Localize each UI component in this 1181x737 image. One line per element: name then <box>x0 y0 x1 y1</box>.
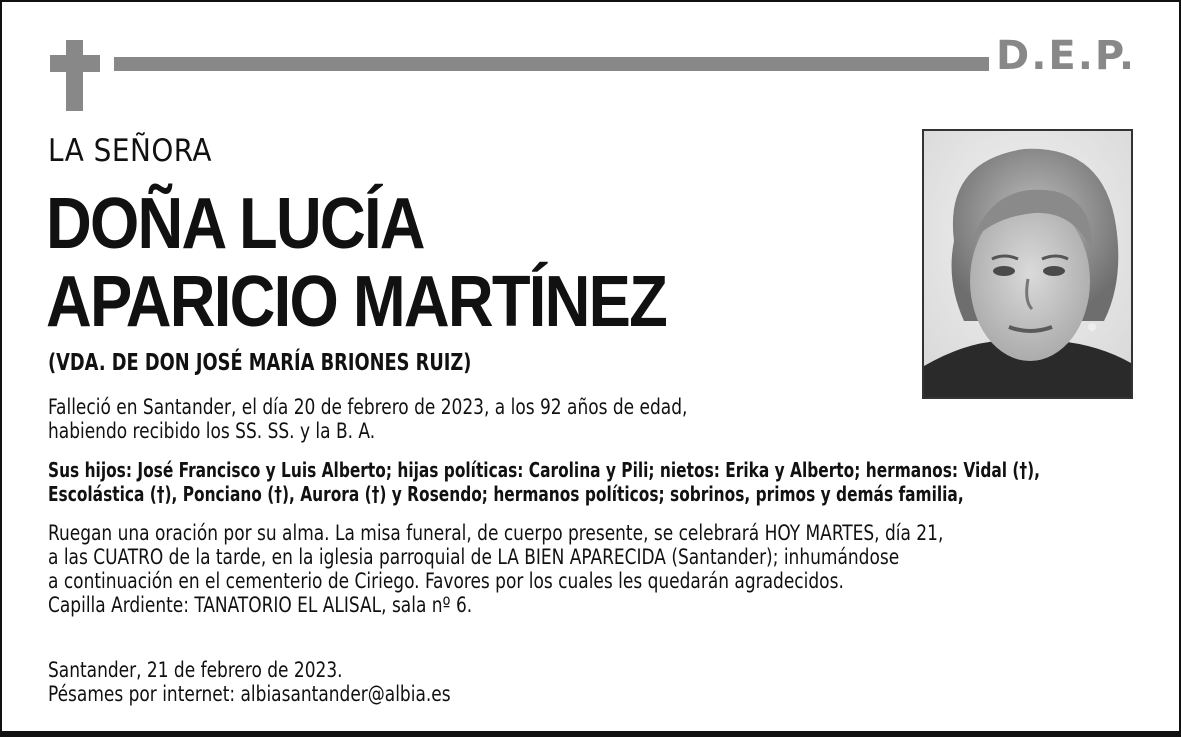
dep-label: D.E.P. <box>996 33 1137 79</box>
widow-of-line: (VDA. DE DON JOSÉ MARÍA BRIONES RUIZ) <box>48 350 472 376</box>
portrait-photo <box>922 129 1133 399</box>
deceased-name <box>46 185 666 341</box>
funeral-line: Ruegan una oración por su alma. La misa funeral, de cuerpo presente, se celebrará HOY MARTES, día 21, <box>48 521 944 545</box>
funeral-line: Capilla Ardiente: TANATORIO EL ALISAL, sala nº 6. <box>48 593 473 617</box>
footer <box>48 658 451 706</box>
family-line: Sus hijos: José Francisco y Luis Alberto; hijas políticas: Carolina y Pili; nietos: Erika y Alberto; hermanos: Vidal (†), <box>48 458 1041 482</box>
death-notice <box>48 395 687 443</box>
cross-icon <box>66 40 83 111</box>
family-list <box>48 458 1040 506</box>
date-line: Santander, 21 de febrero de 2023. <box>48 658 343 682</box>
funeral-line: a continuación en el cementerio de Ciriego. Favores por los cuales les quedarán agradecidos. <box>48 569 844 593</box>
death-notice-line: Falleció en Santander, el día 20 de febrero de 2023, a los 92 años de edad, <box>48 395 688 419</box>
funeral-details <box>48 521 943 617</box>
family-line: Escolástica (†), Ponciano (†), Aurora (†) y Rosendo; hermanos políticos; sobrinos, primos y demás familia, <box>48 482 964 506</box>
condolence-email-line: Pésames por internet: albiasantander@albia.es <box>48 682 451 706</box>
deceased-name-line: APARICIO MARTÍNEZ <box>46 262 667 342</box>
cross-icon-bar <box>50 55 100 72</box>
deceased-name-line: DOÑA LUCÍA <box>46 184 424 264</box>
header-rule <box>114 57 989 71</box>
death-notice-line: habiendo recibido los SS. SS. y la B. A. <box>48 419 376 443</box>
intro-label: LA SEÑORA <box>48 133 212 169</box>
portrait-image <box>924 131 1131 397</box>
funeral-line: a las CUATRO de la tarde, en la iglesia parroquial de LA BIEN APARECIDA (Santander); inhumándose <box>48 545 900 569</box>
